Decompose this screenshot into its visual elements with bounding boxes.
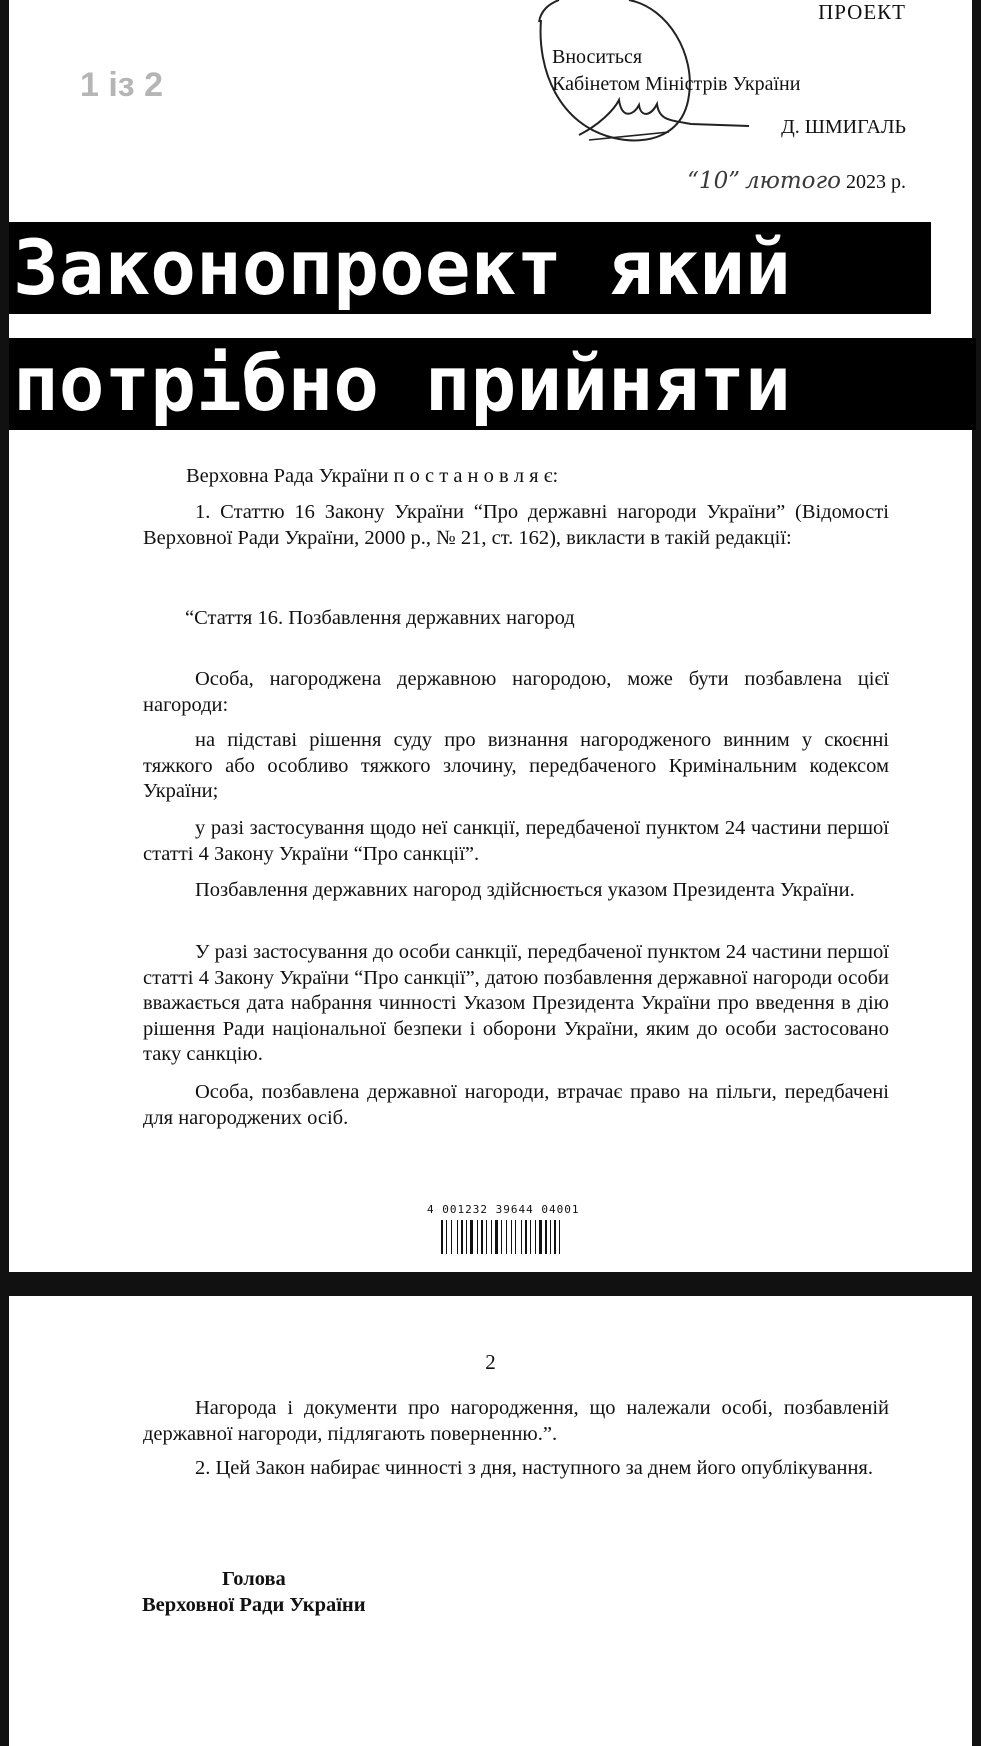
- barcode-bar: [441, 1220, 443, 1254]
- paragraph-6: Особа, позбавлена державної нагороди, втрачає право на пільги, передбачені для нагороджених осіб.: [143, 1081, 889, 1129]
- barcode-bar: [486, 1220, 487, 1254]
- barcode-bar: [559, 1220, 560, 1254]
- right-border: [972, 0, 981, 1746]
- paragraph-3: у разі застосування щодо неї санкції, передбаченої пунктом 24 частини першої статті 4 Закону України “Про санкції”.: [143, 817, 889, 865]
- page-number: 2: [485, 1350, 496, 1374]
- barcode-bar: [446, 1220, 447, 1254]
- barcode-bar: [466, 1220, 467, 1254]
- barcode: [441, 1220, 611, 1256]
- overlay-caption-line-1: Законопроект який: [9, 222, 931, 314]
- submitted-line-2: Кабінетом Міністрів України: [552, 73, 801, 95]
- signature-title-line-1: Голова: [222, 1568, 286, 1590]
- printed-year: 2023 р.: [846, 171, 906, 193]
- barcode-bar: [535, 1220, 536, 1254]
- barcode-bar: [495, 1220, 498, 1254]
- page-counter: 1 із 2: [80, 66, 164, 104]
- barcode-bar: [451, 1220, 452, 1254]
- left-border: [0, 0, 9, 1746]
- submitted-by: [552, 44, 800, 98]
- paragraph-2: на підставі рішення суду про визнання нагородженого винним у скоєнні тяжкого або особливо тяжкого злочину, передбаченого Кримінальним кодексом України;: [143, 729, 889, 802]
- barcode-bar: [545, 1220, 547, 1254]
- barcode-bar: [470, 1220, 473, 1254]
- paragraph-7: Нагорода і документи про нагородження, що належали особі, позбавленій державної нагороди, підлягають поверненню.”.: [143, 1397, 889, 1445]
- signature-title-line-2: Верховної Ради України: [142, 1594, 366, 1616]
- document-date: [687, 168, 906, 194]
- document-page-1: [9, 0, 972, 1272]
- paragraph-4: Позбавлення державних нагород здійснюється указом Президента України.: [195, 879, 855, 901]
- paragraph-5: У разі застосування до особи санкції, передбаченої пунктом 24 частини першої статті 4 Закону України “Про санкції”, датою позбавлення державної нагороди особи вважається дата набрання чинності Указом Президента України про введення в дію рішення Ради національної безпеки і оборони України, яким до особи застосовано таку санкцію.: [143, 941, 889, 1065]
- barcode-number: 4 001232 39644 04001: [427, 1203, 580, 1216]
- submitted-line-1: Вноситься: [552, 46, 643, 68]
- page-separator: [0, 1272, 981, 1296]
- document-page-2: [9, 1296, 972, 1746]
- overlay-caption-line-2: потрібно прийняти: [9, 338, 976, 430]
- barcode-bar: [481, 1220, 483, 1254]
- intro-text: Верховна Рада України п о с т а н о в л я є:: [186, 465, 559, 487]
- paragraph-1: Особа, нагороджена державною нагородою, може бути позбавлена цієї нагороди:: [143, 668, 889, 716]
- barcode-bar: [501, 1220, 502, 1254]
- barcode-bar: [539, 1220, 542, 1254]
- barcode-bar: [554, 1220, 556, 1254]
- article-title: “Стаття 16. Позбавлення державних нагород: [185, 607, 575, 629]
- barcode-bar: [491, 1220, 492, 1254]
- article-item-1: 1. Статтю 16 Закону України “Про державні нагороди України” (Відомості Верховної Ради України, 2000 р., № 21, ст. 162), викласти в такій редакції:: [143, 501, 889, 549]
- handwritten-day: “10”: [687, 168, 740, 194]
- barcode-bar: [521, 1220, 522, 1254]
- signer-name: Д. ШМИГАЛЬ: [781, 116, 906, 138]
- handwritten-month: лютого: [744, 168, 841, 194]
- barcode-bar: [525, 1220, 527, 1254]
- paragraph-8: 2. Цей Закон набирає чинності з дня, наступного за днем його опублікування.: [195, 1457, 873, 1479]
- project-label: ПРОЕКТ: [818, 0, 906, 24]
- barcode-bar: [515, 1220, 516, 1254]
- barcode-bar: [550, 1220, 551, 1254]
- barcode-bar: [506, 1220, 507, 1254]
- barcode-bar: [461, 1220, 463, 1254]
- barcode-bar: [530, 1220, 531, 1254]
- barcode-bar: [477, 1220, 478, 1254]
- barcode-bar: [457, 1220, 458, 1254]
- barcode-bar: [511, 1220, 512, 1254]
